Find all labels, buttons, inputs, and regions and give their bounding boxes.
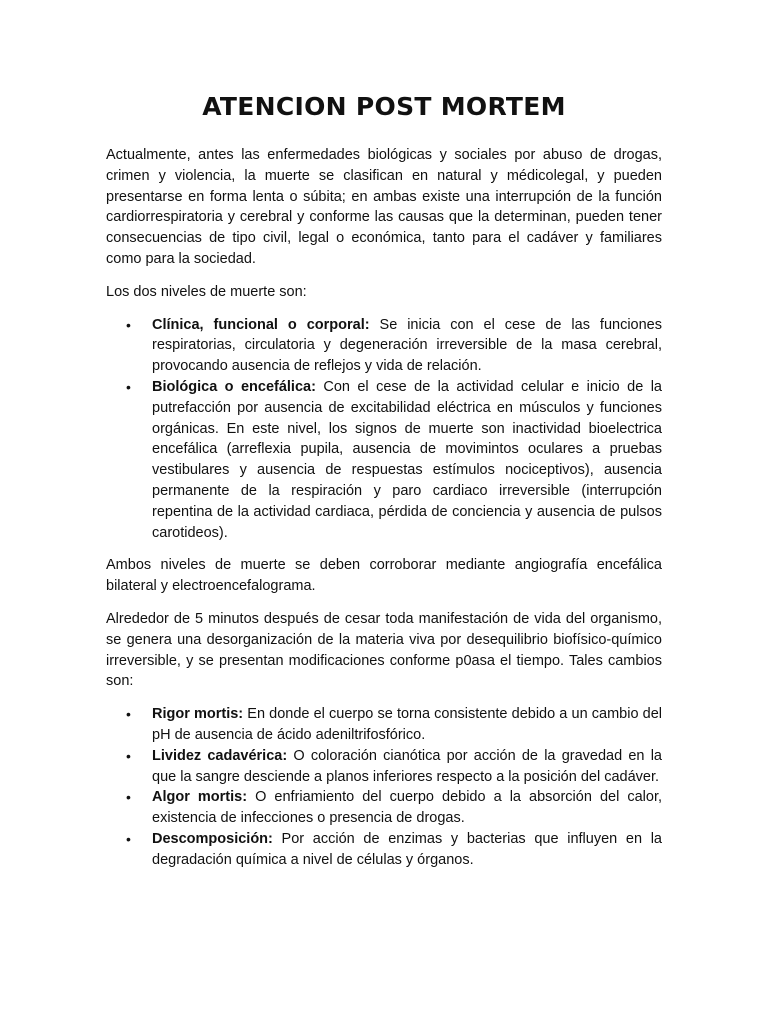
page-title: ATENCION POST MORTEM [202,92,566,121]
list-item-text: O enfriamiento del cuerpo debido a la absorción del calor, existencia de infecciones o presencia de drogas. [152,789,663,827]
list-item-text: En donde el cuerpo se torna consistente debido a un cambio del pH de ausencia de ácido adeniltrifosfórico. [152,706,663,743]
bullet-icon: • [126,747,131,764]
levels-intro-paragraph: Los dos niveles de muerte son: [106,283,307,300]
list-item [106,704,662,746]
list-item-term: Lividez cadavérica: [152,747,288,764]
list-item-text: O coloración cianótica por acción de la gravedad en la que la sangre desciende a planos inferiores respecto a la posición del cadáver. [152,747,662,785]
list-item-term: Algor mortis: [152,789,248,806]
list-item-text: Se inicia con el cese de las funciones respiratorias, circulatoria y degeneración irreversible de la masa cerebral, provocando ausencia de reflejos y vida de relación. [152,316,662,375]
document-body [106,145,662,883]
list-item-text: Por acción de enzimas y bacterias que influyen en la degradación química a nivel de células y órganos. [152,830,662,868]
changes-intro-paragraph: Alrededor de 5 minutos después de cesar toda manifestación de vida del organismo, se genera una desorganización de la materia viva por desequilibrio biofísico-químico irreversible, y se presentan modificaciones conforme p0asa el tiempo. Tales cambios son: [106,610,662,690]
bullet-icon: • [126,316,131,333]
list-item-term: Biológica o encefálica: [152,378,316,395]
bullet-icon: • [126,378,131,395]
list-item-term: Clínica, funcional o corporal: [152,316,370,333]
list-item [106,787,662,829]
bullet-icon: • [126,830,131,847]
list-item [106,315,662,377]
list-item-term: Rigor mortis: [152,706,244,723]
bullet-icon: • [126,789,131,806]
intro-paragraph: Actualmente, antes las enfermedades biológicas y sociales por abuso de drogas, crimen y violencia, la muerte se clasifican en natural y médicolegal, y pueden presentarse en forma lenta o súbita; en ambas existe una interrupción de la función cardiorrespiratoria y cerebral y conforme las causas que la determinan, pueden tener consecuencias de tipo civil, legal o económica, tanto para el cadáver y familiares como para la sociedad. [106,147,662,267]
list-item [106,829,662,871]
bullet-icon: • [126,706,131,723]
list-item [106,377,662,543]
levels-list [106,315,662,544]
list-item-text: Con el cese de la actividad celular e inicio de la putrefacción por ausencia de excitabilidad eléctrica en músculos y funciones orgánicas. En este nivel, los signos de muerte son inactividad bioelectrica encefálica (arreflexia pupila, ausencia de movimintos oculares a pruebas vestibulares y ausencia de respuestas estímulos nociceptivos), ausencia permanente de la respiración y paro cardiaco irreversible (interrupción repentina de la actividad cardiaca, pérdida de conciencia y ausencia de pulsos carotideos). [152,378,662,541]
changes-list [106,704,662,870]
list-item [106,746,662,788]
list-item-term: Descomposición: [152,830,273,847]
corroborate-paragraph: Ambos niveles de muerte se deben corroborar mediante angiografía encefálica bilateral y electroencefalograma. [106,557,662,595]
